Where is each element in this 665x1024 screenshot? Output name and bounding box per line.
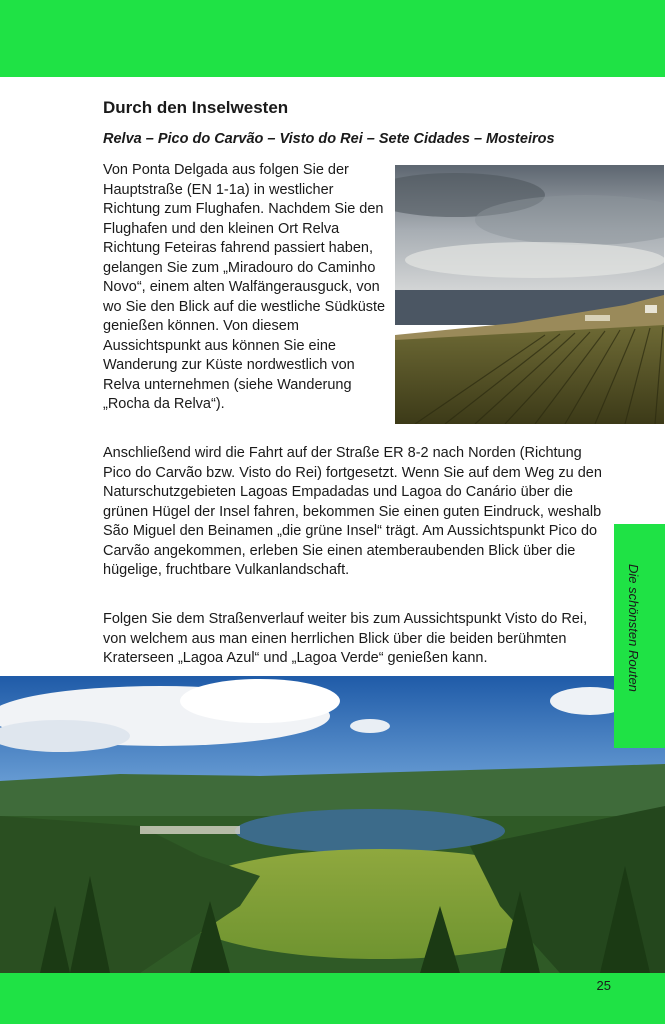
route-subtitle: Relva – Pico do Carvão – Visto do Rei – Sete Cidades – Mosteiros — [103, 131, 555, 147]
paragraph-3: Folgen Sie dem Straßenverlauf weiter bis zum Aussichtspunkt Visto do Rei, von welchem aus man einen herrlichen Blick über die beiden berühmten Kraterseen „Lagoa Azul“ und „Lagoa Verde“ genießen kann. — [103, 611, 588, 666]
paragraph-1: Von Ponta Delgada aus folgen Sie der Hauptstraße (EN 1-1a) in westlicher Richtung zum Flughafen. Nachdem Sie den Flughafen und den kleinen Ort Relva Richtung Feteiras fahrend passiert haben, gelangen Sie zum „Miradouro do Caminho Novo“, einem alten Walfängerausguck, von wo Sie den Blick auf die westliche Südküste genießen können. Von diesem Aussichtspunkt aus können Sie eine Wanderung zur Küste nordwestlich von Relva unternehmen (siehe Wanderung „Rocha da Relva“). — [103, 162, 386, 412]
page-number: 25 — [596, 978, 611, 993]
header-band — [0, 0, 665, 77]
coastal-field-photo — [395, 165, 664, 424]
crater-lakes-photo — [0, 676, 665, 973]
section-title: Durch den Inselwesten — [103, 98, 289, 117]
paragraph-2: Anschließend wird die Fahrt auf der Straße ER 8-2 nach Norden (Richtung Pico do Carvão bzw. Visto do Rei) fortgesetzt. Wenn Sie auf dem Weg zu den Naturschutzgebieten Lagoas Empadadas und Lagoa do Canário über die grünen Hügel der Insel fahren, bekommen Sie einen guten Eindruck, weshalb São Miguel den Beinamen „die grüne Insel“ trägt. Am Aussichtspunkt Pico do Carvão angekommen, erleben Sie einen atemberaubenden Blick über die hügelige, fruchtbare Vulkanlandschaft. — [103, 445, 602, 578]
chapter-side-tab[interactable] — [614, 524, 665, 748]
footer-band — [0, 973, 665, 1024]
side-tab-label: Die schönsten Routen — [626, 564, 641, 692]
